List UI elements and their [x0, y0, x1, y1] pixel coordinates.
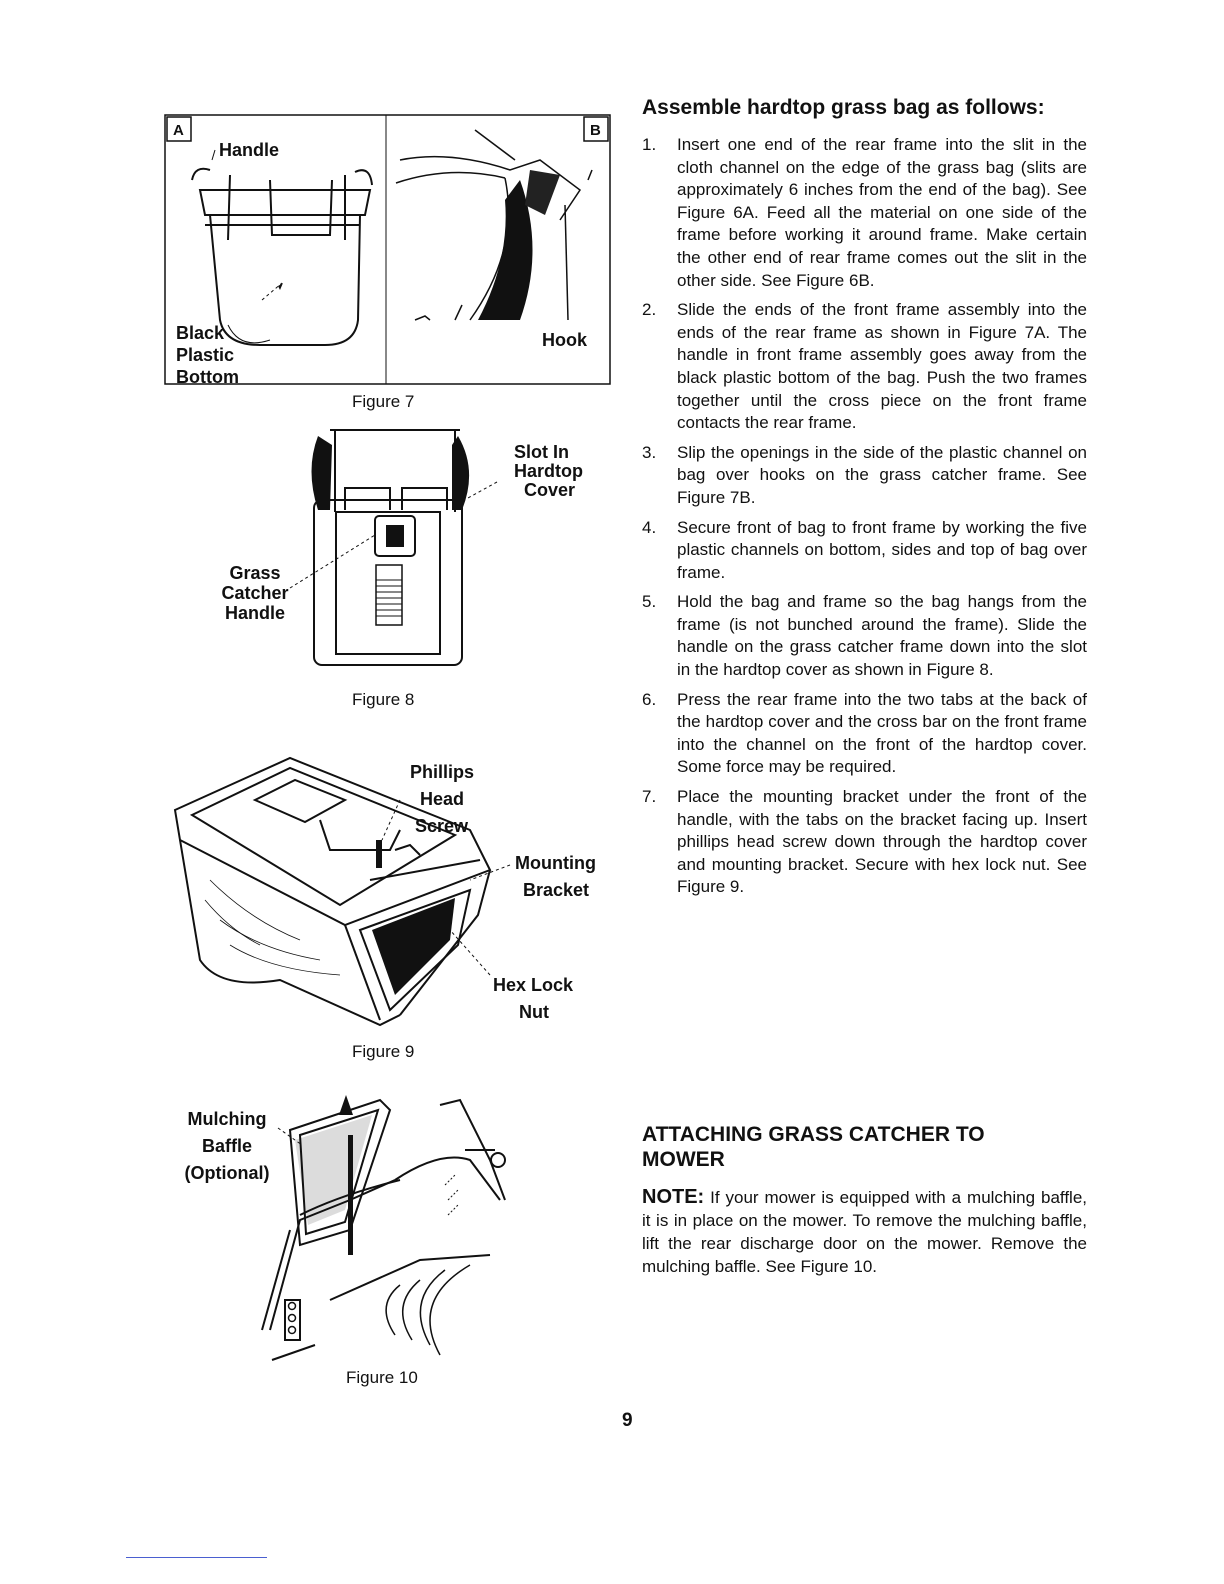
black-plastic-bottom-label: Black Plastic Bottom — [176, 323, 239, 387]
assembly-steps — [642, 134, 1087, 899]
panel-a-label: A — [173, 122, 184, 139]
assembly-section — [642, 95, 1087, 906]
figure-7-caption: Figure 7 — [352, 392, 415, 411]
panel-b-label: B — [590, 122, 601, 139]
attaching-section — [642, 1122, 1087, 1278]
list-item: 5. Hold the bag and frame so the bag hangs from the frame (is not bunched around the frame). Slide the handle on the grass catcher frame down into the slot in the hardtop cover as shown in Figure 8. — [642, 592, 1087, 680]
figure-10-caption: Figure 10 — [346, 1368, 418, 1387]
note-text: If your mower is equipped with a mulching baffle, it is in place on the mower. To remove the mulching baffle, lift the rear discharge door on the mower. Remove the mulching baffle. See Figure 10. — [642, 1188, 1087, 1276]
figure-8-caption: Figure 8 — [352, 690, 415, 709]
note-label: NOTE: — [642, 1186, 705, 1208]
hook-label: Hook — [542, 330, 587, 350]
assembly-heading: Assemble hardtop grass bag as follows: — [642, 96, 1045, 119]
hex-lock-nut-label: Hex Lock Nut — [493, 975, 574, 1022]
attaching-heading: ATTACHING GRASS CATCHER TO MOWER — [642, 1123, 985, 1171]
page-number: 9 — [622, 1410, 633, 1431]
list-item: 1. Insert one end of the rear frame into the slit in the cloth channel on the edge of the grass bag (slits are approximately 6 inches from the end of the bag). See Figure 6A. Feed all the material on one side of the frame before working it around frame. Make certain the other end of rear frame comes out the slit in the other side. See Figure 6B. — [642, 135, 1087, 290]
footer-rule — [126, 1557, 267, 1558]
list-item: 4. Secure front of bag to front frame by working the five plastic channels on bottom, sides and top of bag over frame. — [642, 517, 1087, 582]
grass-catcher-handle-label: Grass Catcher Handle — [221, 563, 289, 623]
figure-9-caption: Figure 9 — [352, 1042, 415, 1061]
mulching-baffle-label: Mulching Baffle (Optional) — [184, 1109, 270, 1183]
slot-in-hardtop-cover-label: Slot In Hardtop Cover — [514, 442, 583, 500]
list-item: 7. Place the mounting bracket under the front of the handle, with the tabs on the bracket facing up. Insert phillips head screw down through the hardtop cover and mounting bracket. Secure with hex lock nut. See Figure 9. — [642, 787, 1087, 897]
phillips-head-screw-label: Phillips Head Screw — [410, 762, 475, 836]
attaching-note — [642, 1186, 1087, 1278]
handle-label: Handle — [219, 140, 280, 160]
list-item: 6. Press the rear frame into the two tabs at the back of the hardtop cover and the cross bar on the front frame into the channel on the front of the hardtop cover. Some force may be required. — [642, 689, 1087, 777]
list-item: 3. Slip the openings in the side of the plastic channel on bag over hooks on the grass catcher frame. See Figure 7B. — [642, 442, 1087, 507]
mounting-bracket-label: Mounting Bracket — [515, 853, 596, 900]
list-item: 2. Slide the ends of the front frame assembly into the ends of the rear frame as shown in Figure 7A. The handle in front frame assembly goes away from the black plastic bottom of the bag. Push the two frames together until the cross piece on the front frame contacts the rear frame. — [642, 300, 1087, 433]
